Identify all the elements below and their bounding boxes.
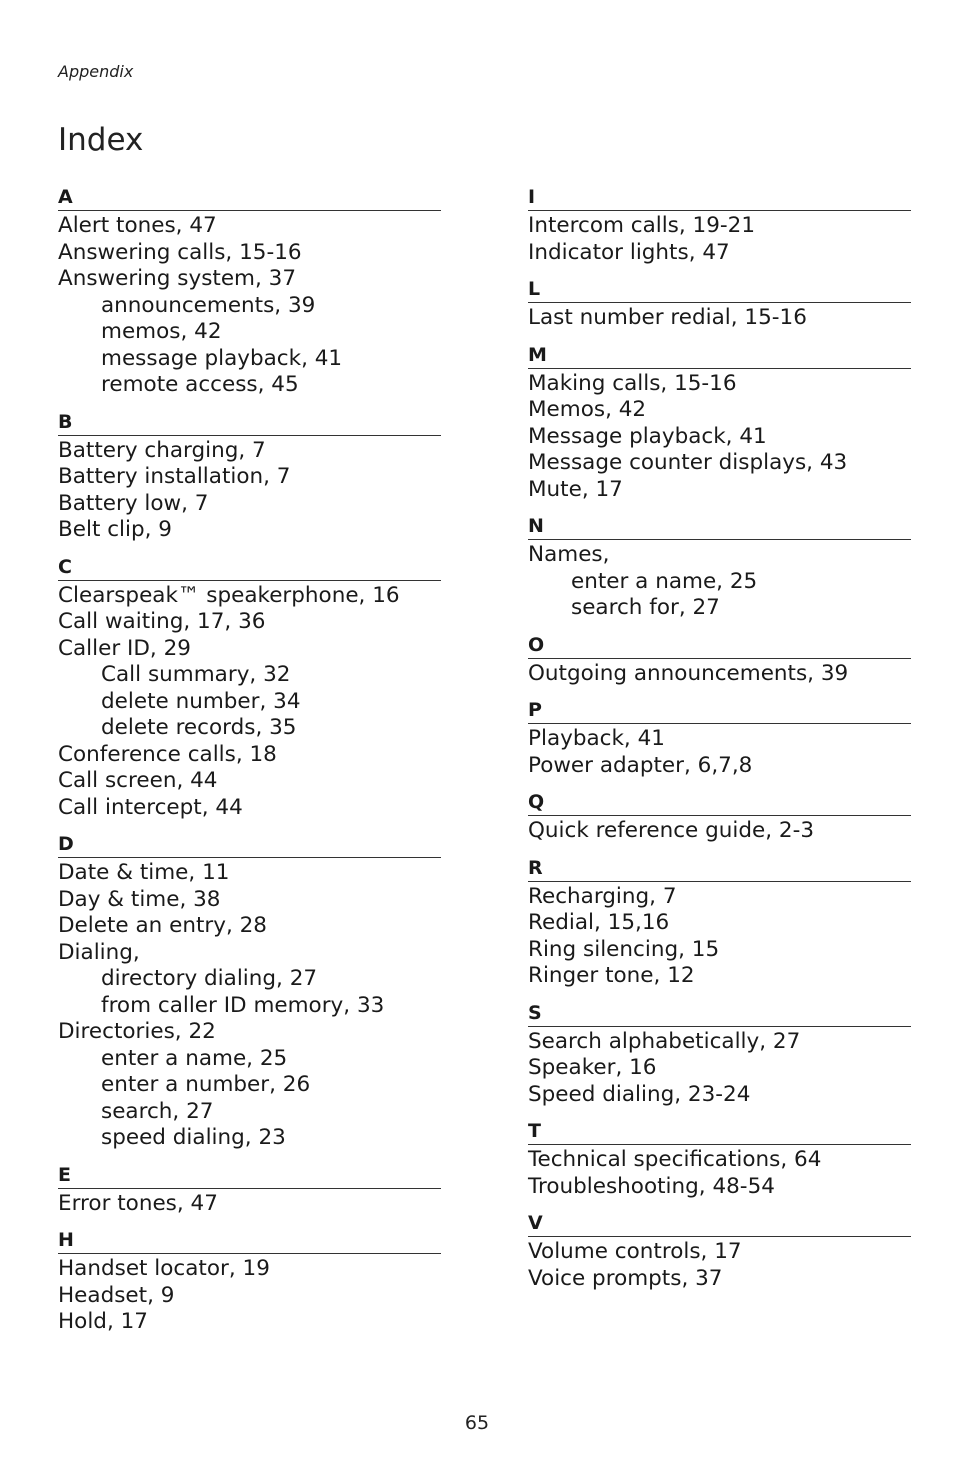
index-letter-block-m xyxy=(528,342,911,504)
index-subentry: delete records, 35 xyxy=(101,715,297,740)
page-title: Index xyxy=(58,122,144,158)
index-letter-block-o xyxy=(528,632,911,688)
index-entry: Mute, 17 xyxy=(528,476,623,502)
index-subentry: Call summary, 32 xyxy=(101,662,291,687)
index-letter-heading: C xyxy=(58,554,441,581)
index-letter-heading: V xyxy=(528,1210,911,1237)
index-letter-heading: L xyxy=(528,276,911,303)
index-entry: Voice prompts, 37 xyxy=(528,1265,723,1291)
index-entry: Belt clip, 9 xyxy=(58,517,172,542)
index-letter-block-p xyxy=(528,697,911,779)
index-letter-heading: B xyxy=(58,409,441,436)
index-entry: Error tones, 47 xyxy=(58,1190,218,1216)
index-letter-block-r xyxy=(528,855,911,990)
page-number: 65 xyxy=(464,1412,490,1434)
index-letter-block-v xyxy=(528,1210,911,1292)
index-column-left xyxy=(58,184,441,1346)
index-entry: Memos, 42 xyxy=(528,397,647,422)
index-entry: Caller ID, 29 xyxy=(58,635,191,661)
index-entry: Dialing, xyxy=(58,939,140,965)
index-letter-block-c xyxy=(58,554,441,822)
index-subentry: from caller ID memory, 33 xyxy=(101,992,385,1018)
index-entry: Intercom calls, 19-21 xyxy=(528,213,756,238)
index-letter-heading: R xyxy=(528,855,911,882)
index-entry: Battery charging, 7 xyxy=(58,437,266,463)
index-entry: Answering calls, 15-16 xyxy=(58,239,302,265)
index-letter-heading: H xyxy=(58,1227,441,1254)
index-letter-heading: A xyxy=(58,184,441,211)
index-entry: Quick reference guide, 2-3 xyxy=(528,818,815,843)
index-letter-block-b xyxy=(58,409,441,544)
index-entry: Power adapter, 6,7,8 xyxy=(528,752,753,778)
index-subentry: speed dialing, 23 xyxy=(101,1125,286,1150)
index-subentry: enter a number, 26 xyxy=(101,1072,311,1097)
index-letter-block-e xyxy=(58,1162,441,1218)
index-entry: Directories, 22 xyxy=(58,1019,216,1044)
index-letter-block-l xyxy=(528,276,911,332)
index-entry: Delete an entry, 28 xyxy=(58,913,267,938)
index-entry: Last number redial, 15-16 xyxy=(528,305,807,330)
index-entry: Call intercept, 44 xyxy=(58,794,243,820)
index-subentry: search, 27 xyxy=(101,1098,214,1124)
index-entry: Conference calls, 18 xyxy=(58,741,277,767)
index-entry: Indicator lights, 47 xyxy=(528,239,730,265)
index-entry: Message counter displays, 43 xyxy=(528,450,848,475)
index-letter-heading: T xyxy=(528,1118,911,1145)
index-entry: Answering system, 37 xyxy=(58,266,297,291)
index-letter-block-d xyxy=(58,831,441,1152)
index-letter-heading: E xyxy=(58,1162,441,1189)
index-entry: Clearspeak™ speakerphone, 16 xyxy=(58,582,400,608)
index-subentry: search for, 27 xyxy=(571,595,720,620)
index-entry: Battery installation, 7 xyxy=(58,464,291,489)
index-subentry: announcements, 39 xyxy=(101,292,316,318)
index-subentry: remote access, 45 xyxy=(101,372,299,397)
index-letter-block-i xyxy=(528,184,911,266)
index-letter-block-t xyxy=(528,1118,911,1200)
index-entry: Headset, 9 xyxy=(58,1282,175,1308)
index-column-right xyxy=(528,184,911,1302)
index-entry: Speed dialing, 23-24 xyxy=(528,1081,751,1107)
index-entry: Day & time, 38 xyxy=(58,886,221,912)
index-entry: Call waiting, 17, 36 xyxy=(58,609,266,634)
index-subentry: enter a name, 25 xyxy=(571,568,758,594)
index-letter-heading: S xyxy=(528,1000,911,1027)
index-entry: Speaker, 16 xyxy=(528,1055,657,1080)
index-letter-block-q xyxy=(528,789,911,845)
index-entry: Recharging, 7 xyxy=(528,883,677,909)
index-entry: Call screen, 44 xyxy=(58,768,218,793)
index-letter-block-n xyxy=(528,513,911,622)
index-letter-heading: I xyxy=(528,184,911,211)
index-entry: Troubleshooting, 48-54 xyxy=(528,1173,775,1199)
index-entry: Making calls, 15-16 xyxy=(528,370,737,396)
index-letter-heading: P xyxy=(528,697,911,724)
index-letter-heading: M xyxy=(528,342,911,369)
index-entry: Names, xyxy=(528,542,610,567)
index-entry: Ringer tone, 12 xyxy=(528,963,695,988)
index-entry: Message playback, 41 xyxy=(528,423,767,449)
index-letter-block-h xyxy=(58,1227,441,1336)
index-letter-heading: N xyxy=(528,513,911,540)
index-entry: Outgoing announcements, 39 xyxy=(528,660,849,686)
index-entry: Ring silencing, 15 xyxy=(528,936,720,962)
index-entry: Search alphabetically, 27 xyxy=(528,1028,801,1054)
index-subentry: directory dialing, 27 xyxy=(101,966,318,991)
index-letter-heading: Q xyxy=(528,789,911,816)
index-subentry: delete number, 34 xyxy=(101,688,301,714)
index-subentry: enter a name, 25 xyxy=(101,1045,288,1071)
index-entry: Playback, 41 xyxy=(528,726,665,751)
index-entry: Technical specifications, 64 xyxy=(528,1147,822,1172)
index-letter-heading: D xyxy=(58,831,441,858)
index-entry: Battery low, 7 xyxy=(58,490,209,516)
index-subentry: message playback, 41 xyxy=(101,345,343,371)
index-entry: Redial, 15,16 xyxy=(528,910,670,935)
index-entry: Hold, 17 xyxy=(58,1309,148,1334)
index-letter-block-a xyxy=(58,184,441,399)
index-letter-block-s xyxy=(528,1000,911,1109)
section-label: Appendix xyxy=(58,62,134,81)
index-entry: Date & time, 11 xyxy=(58,860,230,885)
index-entry: Volume controls, 17 xyxy=(528,1239,742,1264)
index-entry: Alert tones, 47 xyxy=(58,213,217,238)
index-subentry: memos, 42 xyxy=(101,319,222,344)
index-entry: Handset locator, 19 xyxy=(58,1256,270,1281)
index-letter-heading: O xyxy=(528,632,911,659)
